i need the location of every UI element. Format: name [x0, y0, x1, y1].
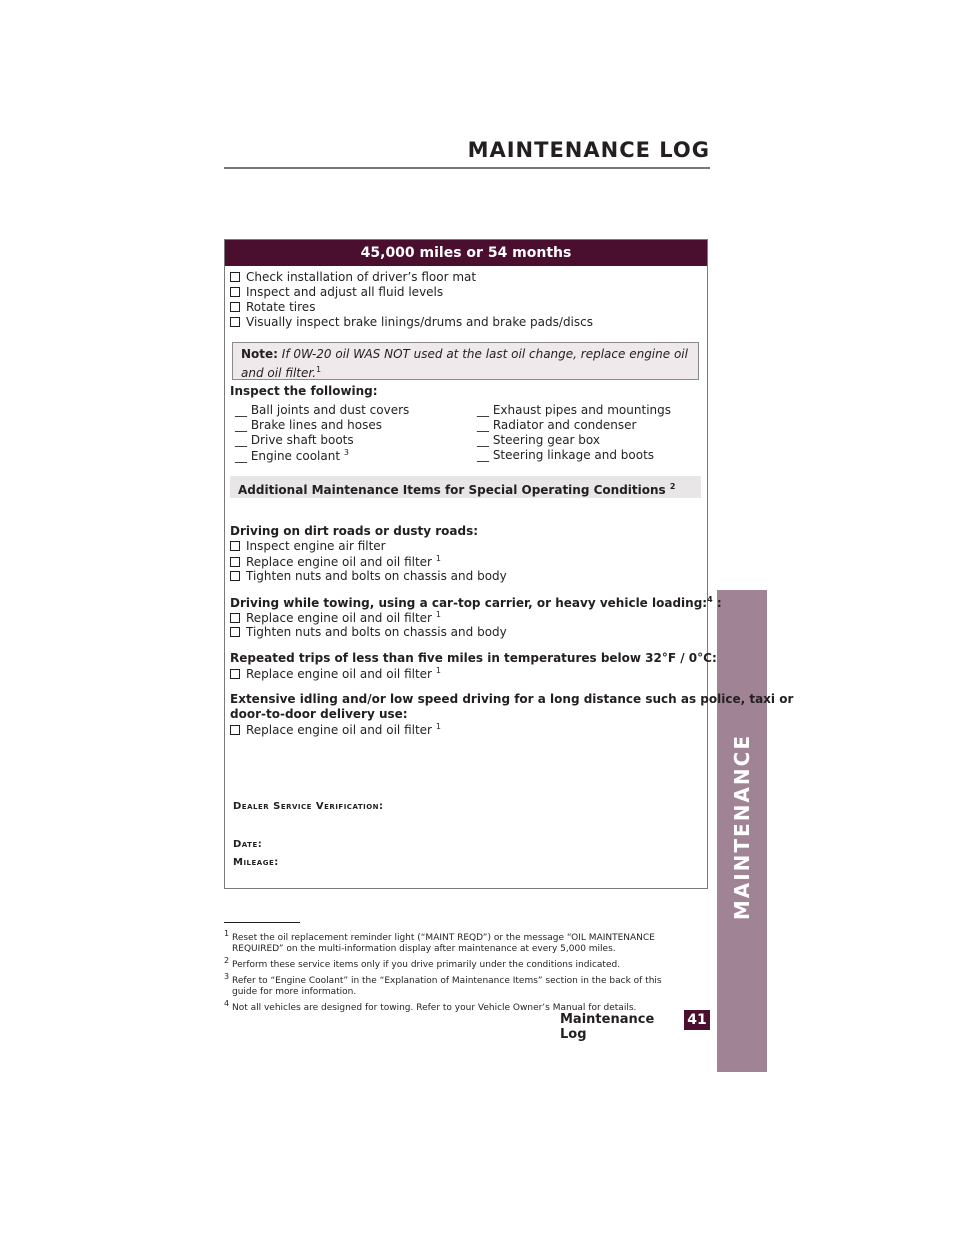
page-title: MAINTENANCE LOG: [467, 138, 710, 162]
inspect-item: __ Steering linkage and boots: [477, 448, 655, 462]
page-number: 41: [684, 1010, 710, 1030]
check-item: Replace engine oil and oil filter $^1$: [230, 722, 441, 737]
check-item: Visually inspect brake linings/drums and brake pads/discs: [230, 315, 593, 329]
condition-heading-idling-cont: door-to-door delivery use:: [230, 707, 408, 721]
note-text: If 0W-20 oil WAS NOT used at the last oil change, replace engine oil and oil filter.: [241, 347, 688, 380]
inspect-item: __ Brake lines and hoses: [235, 418, 382, 432]
date-label: Date:: [233, 839, 263, 850]
footnote: $^2$ Perform these service items only if you drive primarily under the conditions indicated.: [224, 956, 621, 970]
checkbox[interactable]: [230, 627, 240, 637]
additional-heading: Additional Maintenance Items for Special Operating Conditions $^2$: [230, 476, 701, 498]
check-item: Check installation of driver’s floor mat: [230, 270, 476, 284]
inspect-item: __ Drive shaft boots: [235, 433, 354, 447]
check-item: Rotate tires: [230, 300, 315, 314]
inspect-heading: Inspect the following:: [230, 384, 378, 398]
checkbox[interactable]: [230, 669, 240, 679]
footnote: $^1$ Reset the oil replacement reminder light (“MAINT REQD”) or the message “OIL MAINTENANCE: [224, 929, 655, 943]
checkbox[interactable]: [230, 541, 240, 551]
checkbox[interactable]: [230, 571, 240, 581]
interval-title: 45,000 miles or 54 months: [225, 240, 707, 266]
checkbox[interactable]: [230, 272, 240, 282]
checkbox[interactable]: [230, 302, 240, 312]
check-item: Replace engine oil and oil filter $^1$: [230, 554, 441, 569]
footnote-divider: [224, 922, 300, 923]
inspect-item: __ Steering gear box: [477, 433, 600, 447]
check-item: Replace engine oil and oil filter $^1$: [230, 666, 441, 681]
footnote-cont: REQUIRED” on the multi-information display after maintenance at every 5,000 miles.: [232, 944, 616, 954]
checkbox[interactable]: [230, 725, 240, 735]
note-box: Note: If 0W-20 oil WAS NOT used at the last oil change, replace engine oil and oil filter.$^1$: [232, 342, 699, 380]
footer-section-label: Maintenance Log: [560, 1012, 655, 1042]
section-side-tab: [717, 590, 767, 1072]
maintenance-interval-box: [224, 239, 794, 889]
condition-heading-idling: Extensive idling and/or low speed driving for a long distance such as police, taxi or: [230, 692, 794, 706]
footnote-cont: guide for more information.: [232, 987, 357, 997]
mileage-label: Mileage:: [233, 857, 279, 868]
inspect-item: __ Engine coolant $^3$: [235, 448, 349, 463]
title-divider: [224, 167, 710, 169]
checkbox[interactable]: [230, 287, 240, 297]
checkbox[interactable]: [230, 557, 240, 567]
condition-heading-dirt: Driving on dirt roads or dusty roads:: [230, 524, 479, 538]
footnote: $^3$ Refer to “Engine Coolant” in the “Explanation of Maintenance Items” section in the back of this: [224, 972, 662, 986]
checkbox[interactable]: [230, 317, 240, 327]
note-label: Note:: [241, 347, 278, 361]
check-item: Tighten nuts and bolts on chassis and body: [230, 569, 507, 583]
inspect-item: __ Exhaust pipes and mountings: [477, 403, 671, 417]
checkbox[interactable]: [230, 613, 240, 623]
condition-heading-short-trips: Repeated trips of less than five miles in temperatures below 32°F / 0°C:: [230, 651, 717, 665]
check-item: Replace engine oil and oil filter $^1$: [230, 610, 441, 625]
check-item: Inspect engine air filter: [230, 539, 386, 553]
footnotes: [224, 928, 710, 1014]
side-tab-label: MAINTENANCE: [730, 733, 754, 920]
check-item: Inspect and adjust all fluid levels: [230, 285, 443, 299]
page-footer: [560, 1010, 710, 1042]
inspect-item: __ Ball joints and dust covers: [235, 403, 410, 417]
footnote: $^4$ Not all vehicles are designed for towing. Refer to your Vehicle Owner’s Manual for details.: [224, 999, 637, 1013]
check-item: Tighten nuts and bolts on chassis and body: [230, 625, 507, 639]
inspect-item: __ Radiator and condenser: [477, 418, 637, 432]
dealer-verification-label: Dealer Service Verification:: [233, 801, 384, 812]
condition-heading-towing: Driving while towing, using a car-top carrier, or heavy vehicle loading:$^4$ :: [230, 595, 722, 610]
